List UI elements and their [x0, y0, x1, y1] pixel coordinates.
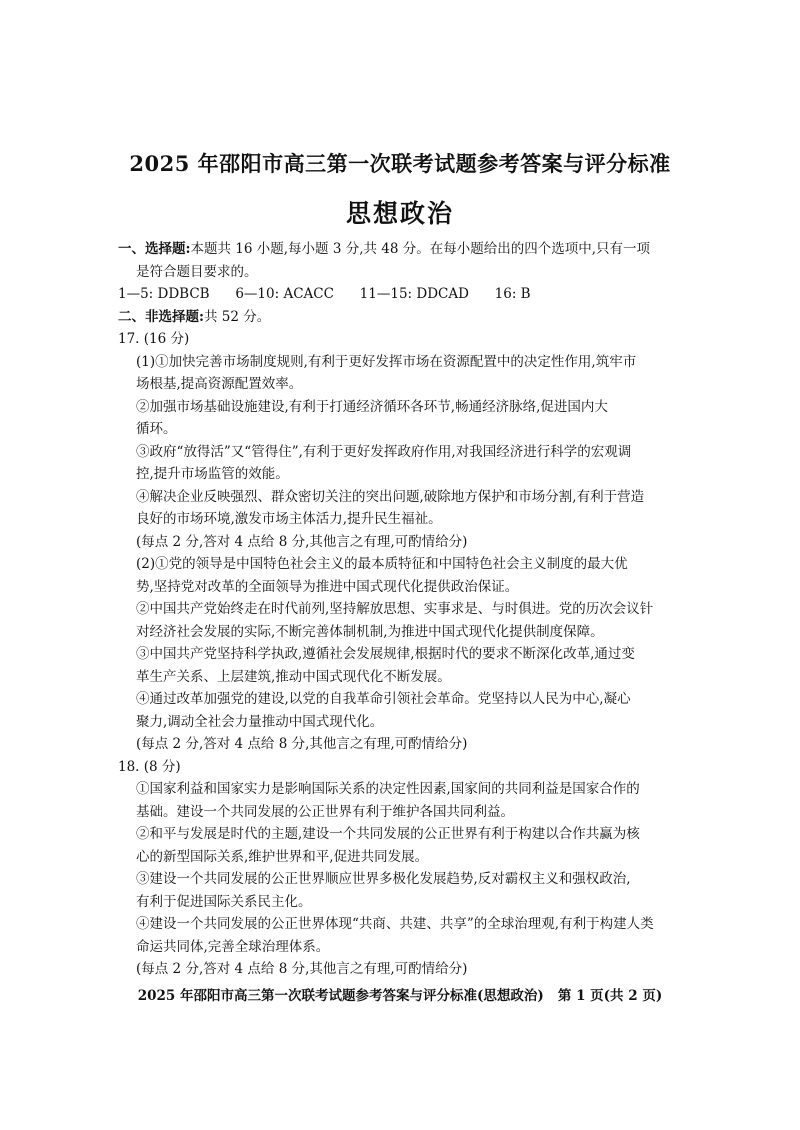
- q17-line: 场根基,提高资源配置效率。: [136, 376, 303, 392]
- q17-line: 循环。: [136, 421, 177, 437]
- section1-heading: 一、选择题:: [118, 241, 191, 257]
- q18-line: 基础。建设一个共同发展的公正世界有利于维护各国共同利益。: [136, 803, 514, 820]
- q17-line: ③政府“放得活”又“管得住”,有利于更好发挥政府作用,对我国经济进行科学的宏观调: [136, 443, 632, 460]
- section1-heading-line: [118, 238, 698, 261]
- q18-line: ④建设一个共同发展的公正世界体现“共商、共建、共享”的全球治理观,有利于构建人类: [136, 916, 654, 932]
- q17-line: (1)①加快完善市场制度规则,有利于更好发挥市场在资源配置中的决定性作用,筑牢市: [136, 353, 637, 370]
- multiple-choice-answers: 1—5: DDBCB 6—10: ACACC 11—15: DDCAD 16: B: [118, 286, 531, 302]
- q18-label: 18. (8 分): [118, 758, 181, 775]
- q18-line: ③建设一个共同发展的公正世界顺应世界多极化发展趋势,反对霸权主义和强权政治,: [136, 871, 631, 887]
- q17-line: 良好的市场环境,激发市场主体活力,提升民生福祉。: [136, 511, 442, 527]
- q17-line: ②加强市场基础设施建设,有利于打通经济循环各环节,畅通经济脉络,促进国内大: [136, 398, 608, 415]
- q17-label: 17. (16 分): [118, 331, 190, 347]
- q18-scoring-note: (每点 2 分,答对 4 点给 8 分,其他言之有理,可酌情给分): [136, 961, 468, 977]
- q17-line: ②中国共产党始终走在时代前列,坚持解放思想、实事求是、与时俱进。党的历次会议针: [136, 601, 654, 617]
- q17-scoring-note: (每点 2 分,答对 4 点给 8 分,其他言之有理,可酌情给分): [136, 533, 468, 550]
- q18-line: ②和平与发展是时代的主题,建设一个共同发展的公正世界有利于构建以合作共赢为核: [136, 826, 640, 842]
- q17-line: ④通过改革加强党的建设,以党的自我革命引领社会革命。党坚持以人民为中心,凝心: [136, 691, 631, 707]
- answer-content: [118, 238, 698, 981]
- q17-line: 聚力,调动全社会力量推动中国式现代化。: [136, 713, 384, 730]
- q17-line: 对经济社会发展的实际,不断完善体制机制,为推进中国式现代化提供制度保障。: [136, 623, 604, 640]
- page-footer: 2025 年邵阳市高三第一次联考试题参考答案与评分标准(思想政治) 第 1 页(共 2 页): [137, 988, 663, 1004]
- q17-line: (2)①党的领导是中国特色社会主义的最本质特征和中国特色社会主义制度的最大优: [136, 556, 628, 572]
- q17-line: 革生产关系、上层建筑,推动中国式现代化不断发展。: [136, 668, 451, 685]
- q17-scoring-note: (每点 2 分,答对 4 点给 8 分,其他言之有理,可酌情给分): [136, 736, 468, 752]
- q18-line: 心的新型国际关系,维护世界和平,促进共同发展。: [136, 848, 429, 865]
- q17-line: ④解决企业反映强烈、群众密切关注的突出问题,破除地方保护和市场分割,有利于营造: [136, 488, 645, 505]
- subject-heading: 思想政治: [345, 199, 454, 228]
- q17-line: 控,提升市场监管的效能。: [136, 466, 289, 482]
- q18-line: 有利于促进国际关系民主化。: [136, 893, 312, 910]
- q18-line: 命运共同体,完善全球治理体系。: [136, 938, 330, 955]
- section2-heading-line: [118, 306, 698, 329]
- section2-desc: 共 52 分。: [203, 308, 271, 325]
- section1-desc-line1: 本题共 16 小题,每小题 3 分,共 48 分。在每小题给出的四个选项中,只有一项: [190, 241, 651, 257]
- q17-line: ③中国共产党坚持科学执政,遵循社会发展规律,根据时代的要求不断深化改革,通过变: [136, 646, 635, 662]
- document-title: 2025 年邵阳市高三第一次联考试题参考答案与评分标准: [129, 151, 671, 176]
- section1-desc-line2: 是符合题目要求的。: [136, 263, 258, 280]
- section2-heading: 二、非选择题:: [118, 308, 204, 325]
- q18-line: ①国家利益和国家实力是影响国际关系的决定性因素,国家间的共同利益是国家合作的: [136, 781, 640, 797]
- q17-line: 势,坚持党对改革的全面领导为推进中国式现代化提供政治保证。: [136, 578, 519, 595]
